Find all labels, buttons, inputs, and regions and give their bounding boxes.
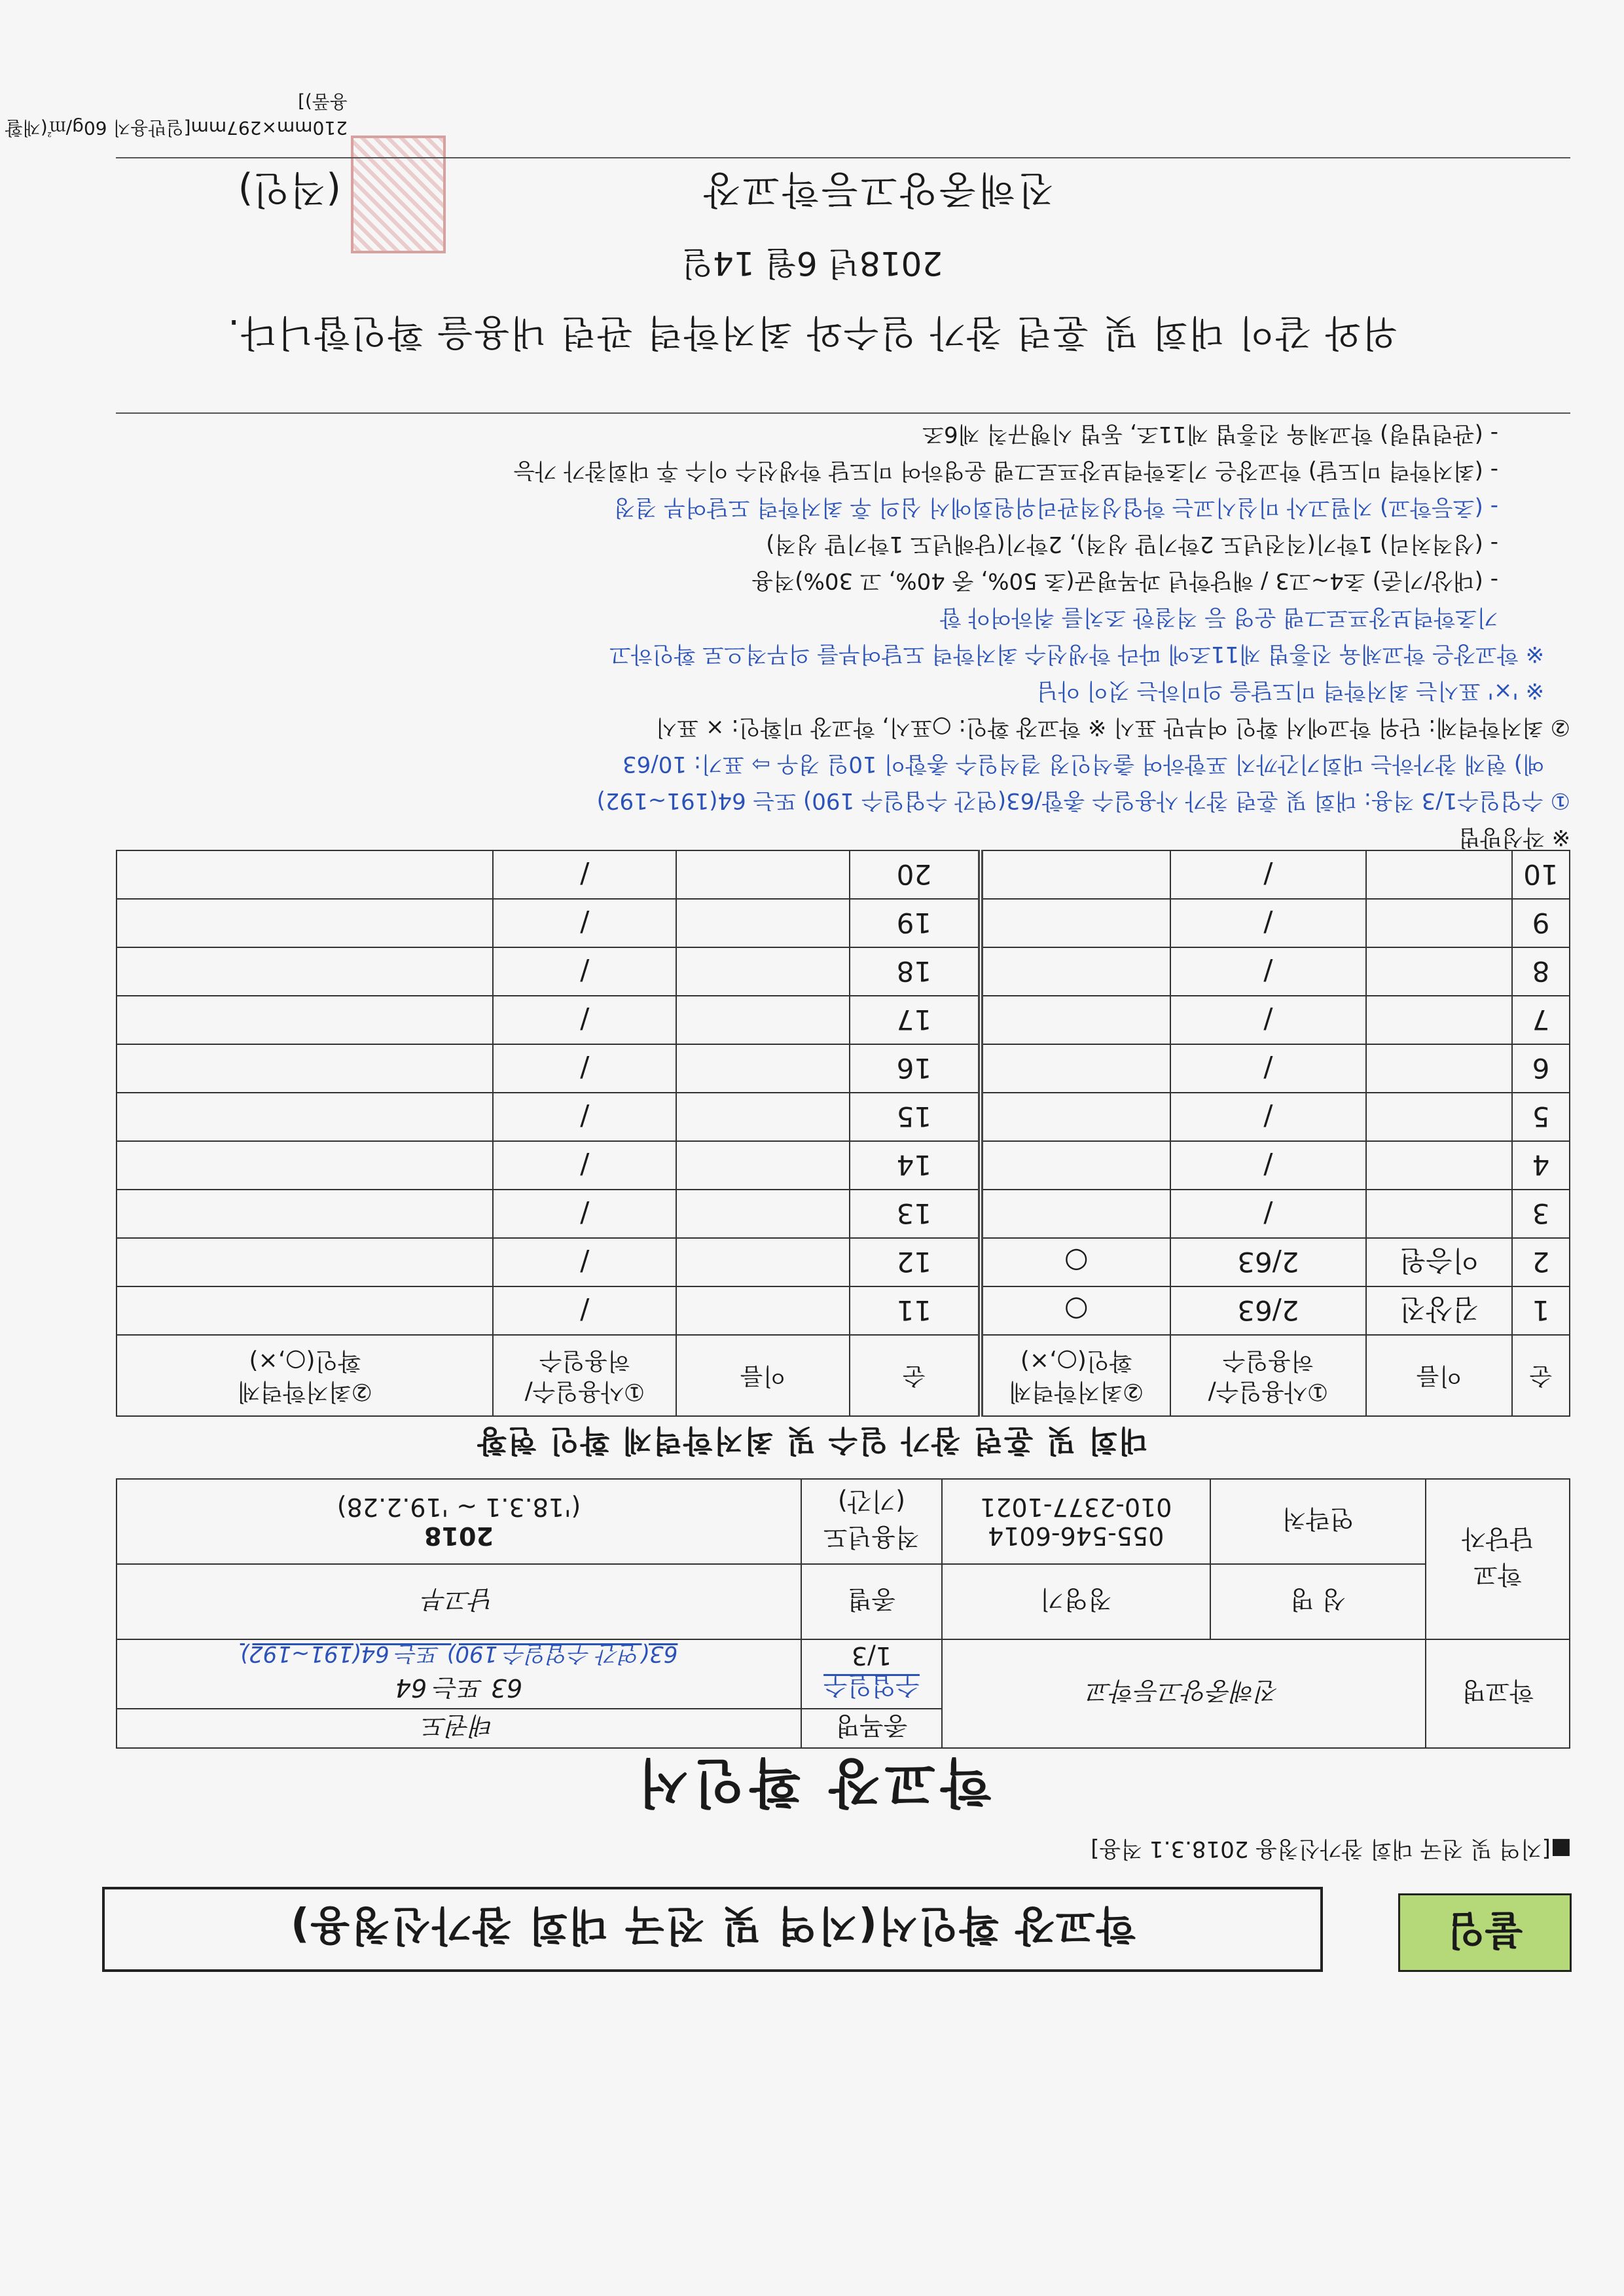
note-2 <box>98 709 1570 746</box>
row-days: / <box>1170 899 1367 947</box>
row-check <box>117 1044 493 1093</box>
notes-heading: ※ 작성방법 <box>1458 824 1570 850</box>
contact-phone-2: 010-2377-1021 <box>980 1493 1172 1522</box>
contact-phone-1: 055-546-6014 <box>988 1522 1164 1550</box>
row-name <box>676 1141 850 1190</box>
divider <box>116 412 1570 414</box>
note-2-text: ② 최저학력제: 단위 학교에서 확인 여부만 표시 ※ 학교장 확인: ○표시, 학교장 미확인: × 표시 <box>655 714 1570 740</box>
row-no: 18 <box>850 947 981 996</box>
row-name <box>676 1093 850 1141</box>
period-value: ('18.3.1 ~ '19.2.28) <box>336 1493 581 1522</box>
header-days: ①사용일수/ 허용일수 <box>1170 1335 1367 1416</box>
table-row <box>117 899 1570 947</box>
credit-value-line2: 63(연간 수업일수 190) 또는 64(191~192) <box>240 1641 678 1667</box>
row-days: / <box>493 1141 676 1190</box>
year-label: 적용년도 (기간) <box>801 1479 942 1564</box>
row-name <box>676 1044 850 1093</box>
header-days-2: ①사용일수/ 허용일수 <box>493 1335 676 1416</box>
principal-title: 진해중앙고등학교장 <box>700 168 1055 212</box>
status-title: 대회 및 훈련 참가 일수 및 최저학력제 확인 현황 <box>476 1423 1148 1459</box>
school-label: 학교명 <box>1426 1639 1570 1748</box>
row-no: 17 <box>850 996 981 1044</box>
document-title: 학교장 확인서 <box>632 1752 992 1813</box>
form-title: 학교장 확인서(지역 및 전국 대회 참가신청용) <box>102 1887 1323 1972</box>
row-check <box>117 899 493 947</box>
row-check <box>981 1044 1170 1093</box>
row-no: 6 <box>1512 1044 1570 1093</box>
row-no: 15 <box>850 1093 981 1141</box>
row-days: 2/63 <box>1170 1238 1367 1286</box>
credit-ratio: 1/3 <box>851 1641 892 1671</box>
note-1-example: 예) 현재 참가하는 대회기간까지 포함하여 출석인정 결석일수 총합이 10일 경우 ⇨ 표기: 10/63 <box>623 751 1544 777</box>
note-detail-2: - (성적처리) 1학기(직전년도 2학기말 성적), 2학기(당해년도 1학기말 성적) <box>766 531 1498 557</box>
row-name <box>676 899 850 947</box>
row-name <box>1366 1141 1512 1190</box>
row-days: / <box>493 996 676 1044</box>
manager-label: 학교 담당자 <box>1426 1479 1570 1639</box>
credit-value-line1: 63 또는 64 <box>395 1673 523 1702</box>
sport-label: 종목명 <box>801 1709 942 1748</box>
row-name: 이승원 <box>1366 1238 1512 1286</box>
row-days: / <box>493 1238 676 1286</box>
header-name: 이름 <box>1366 1335 1512 1416</box>
note-1: ① 수업일수1/3 적용: 대회 및 훈련 참가 사용일수 총합/63(연간 수업일수 190) 또는 64(191~192) <box>596 788 1570 814</box>
row-no: 3 <box>1512 1190 1570 1238</box>
row-name <box>1366 850 1512 899</box>
header-no: 순 <box>1512 1335 1570 1416</box>
row-check <box>117 1141 493 1190</box>
row-check <box>981 1190 1170 1238</box>
row-check <box>117 996 493 1044</box>
row-name <box>676 1190 850 1238</box>
row-name: 김상진 <box>1366 1286 1512 1335</box>
row-days: / <box>1170 850 1367 899</box>
row-days: / <box>493 947 676 996</box>
row-check <box>117 1190 493 1238</box>
note-star-2-cont: 기초학력보장프로그램 운영 등 적절한 조치를 취하여야 함 <box>939 604 1498 630</box>
row-check <box>117 1093 493 1141</box>
note-detail-3: - (초등학교) 지필고사 미실시교는 학업성적관리위원회에서 심의 후 최저학력 도달여부 결정 <box>613 494 1498 520</box>
row-no: 19 <box>850 899 981 947</box>
row-no: 14 <box>850 1141 981 1190</box>
row-days: / <box>1170 1093 1367 1141</box>
note-detail-4: - (최저학력 미도달) 학교장은 기초학력보장프로그램 운영하여 미도달 학생선수 이수 후 대회참가 가능 <box>513 458 1498 484</box>
row-days: / <box>1170 947 1367 996</box>
row-days: / <box>1170 1190 1367 1238</box>
row-days: / <box>493 850 676 899</box>
row-no: 2 <box>1512 1238 1570 1286</box>
credit-cell <box>801 1639 942 1709</box>
row-name <box>1366 947 1512 996</box>
row-name <box>1366 1044 1512 1093</box>
row-no: 9 <box>1512 899 1570 947</box>
scope-note: ■[지역 및 전국 대회 참가신청용 2018.3.1 적용] <box>1091 1836 1572 1862</box>
credit-value-cell <box>117 1639 801 1709</box>
row-days: / <box>493 899 676 947</box>
row-days: / <box>1170 996 1367 1044</box>
event-label: 종별 <box>801 1564 942 1639</box>
row-check <box>981 850 1170 899</box>
row-no: 8 <box>1512 947 1570 996</box>
row-no: 12 <box>850 1238 981 1286</box>
table-row <box>117 1093 1570 1141</box>
header-check: ②최저학력제 확인(○,×) <box>981 1335 1170 1416</box>
table-row <box>117 1044 1570 1093</box>
table-row <box>117 1286 1570 1335</box>
row-check <box>117 1238 493 1286</box>
paper-spec: 210mm×297mm[일반용지 60g/㎡(재활용품)] <box>5 91 348 139</box>
issue-date: 2018년 6월 14일 <box>681 244 943 282</box>
table-row <box>117 1238 1570 1286</box>
row-check <box>981 1093 1170 1141</box>
row-name <box>676 947 850 996</box>
row-no: 16 <box>850 1044 981 1093</box>
row-check <box>117 1286 493 1335</box>
participation-table <box>116 850 1570 1417</box>
row-days: / <box>493 1044 676 1093</box>
name-label: 성 명 <box>1210 1564 1426 1639</box>
row-check <box>117 850 493 899</box>
confirmation-statement: 위와 같이 대회 및 훈련 참가 일수와 최저학력 관련 내용을 확인합니다. <box>226 311 1398 354</box>
row-days: / <box>493 1190 676 1238</box>
row-name <box>1366 996 1512 1044</box>
row-days: / <box>1170 1044 1367 1093</box>
row-check <box>981 996 1170 1044</box>
header-name-2: 이름 <box>676 1335 850 1416</box>
row-no: 11 <box>850 1286 981 1335</box>
table-row <box>117 1190 1570 1238</box>
attachment-badge: 붙임 <box>1398 1893 1572 1972</box>
row-name <box>676 996 850 1044</box>
contact-label: 연락처 <box>1210 1479 1426 1564</box>
table-row <box>117 850 1570 899</box>
header-no-2: 순 <box>850 1335 981 1416</box>
sport-value: 태권도 <box>117 1709 801 1748</box>
note-detail-5: - (관련법령) 학교체육 진흥법 제11조, 동법 시행규칙 제6조 <box>922 421 1498 447</box>
row-no: 4 <box>1512 1141 1570 1190</box>
school-value: 진해중앙고등학교 <box>942 1639 1426 1748</box>
row-name <box>1366 1190 1512 1238</box>
row-no: 1 <box>1512 1286 1570 1335</box>
row-no: 5 <box>1512 1093 1570 1141</box>
row-check <box>981 1141 1170 1190</box>
row-days: / <box>493 1286 676 1335</box>
row-days: / <box>493 1093 676 1141</box>
header-check-2: ②최저학력제 확인(○,×) <box>117 1335 493 1416</box>
row-name <box>676 1238 850 1286</box>
event-value: 남고부 <box>117 1564 801 1639</box>
row-no: 20 <box>850 850 981 899</box>
instructions <box>98 416 1570 856</box>
school-info-table <box>116 1478 1570 1749</box>
note-detail-1: - (대상/기준) 초4~고3 / 해당학년 과목평균(초 50%, 중 40%, 고 30%)적용 <box>751 568 1498 594</box>
row-name <box>676 1286 850 1335</box>
row-name <box>676 850 850 899</box>
table-row <box>117 947 1570 996</box>
row-no: 7 <box>1512 996 1570 1044</box>
table-row <box>117 996 1570 1044</box>
name-value: 정영기 <box>942 1564 1210 1639</box>
contact-cell <box>942 1479 1210 1564</box>
row-days: 2/63 <box>1170 1286 1367 1335</box>
table-row <box>117 1141 1570 1190</box>
row-no: 10 <box>1512 850 1570 899</box>
credit-label: 수업일수 <box>823 1671 920 1701</box>
row-name <box>1366 1093 1512 1141</box>
official-seal-stamp <box>351 136 446 253</box>
row-name <box>1366 899 1512 947</box>
row-no: 13 <box>850 1190 981 1238</box>
note-star-1: ※ '×' 표시는 최저학력 미도달을 의미하는 것이 아님 <box>1036 678 1544 704</box>
row-days: / <box>1170 1141 1367 1190</box>
row-check: ○ <box>981 1286 1170 1335</box>
footer-divider <box>116 157 1570 158</box>
row-check: ○ <box>981 1238 1170 1286</box>
row-check <box>981 947 1170 996</box>
row-check <box>981 899 1170 947</box>
seal-label: (직인) <box>238 168 341 212</box>
year-cell <box>117 1479 801 1564</box>
year-value: 2018 <box>424 1522 494 1550</box>
row-check <box>117 947 493 996</box>
note-star-2: ※ 학교장은 학교체육 진흥법 제11조에 따라 학생선수 최저학력 도달여부를 의무적으로 확인하고 <box>609 641 1544 667</box>
